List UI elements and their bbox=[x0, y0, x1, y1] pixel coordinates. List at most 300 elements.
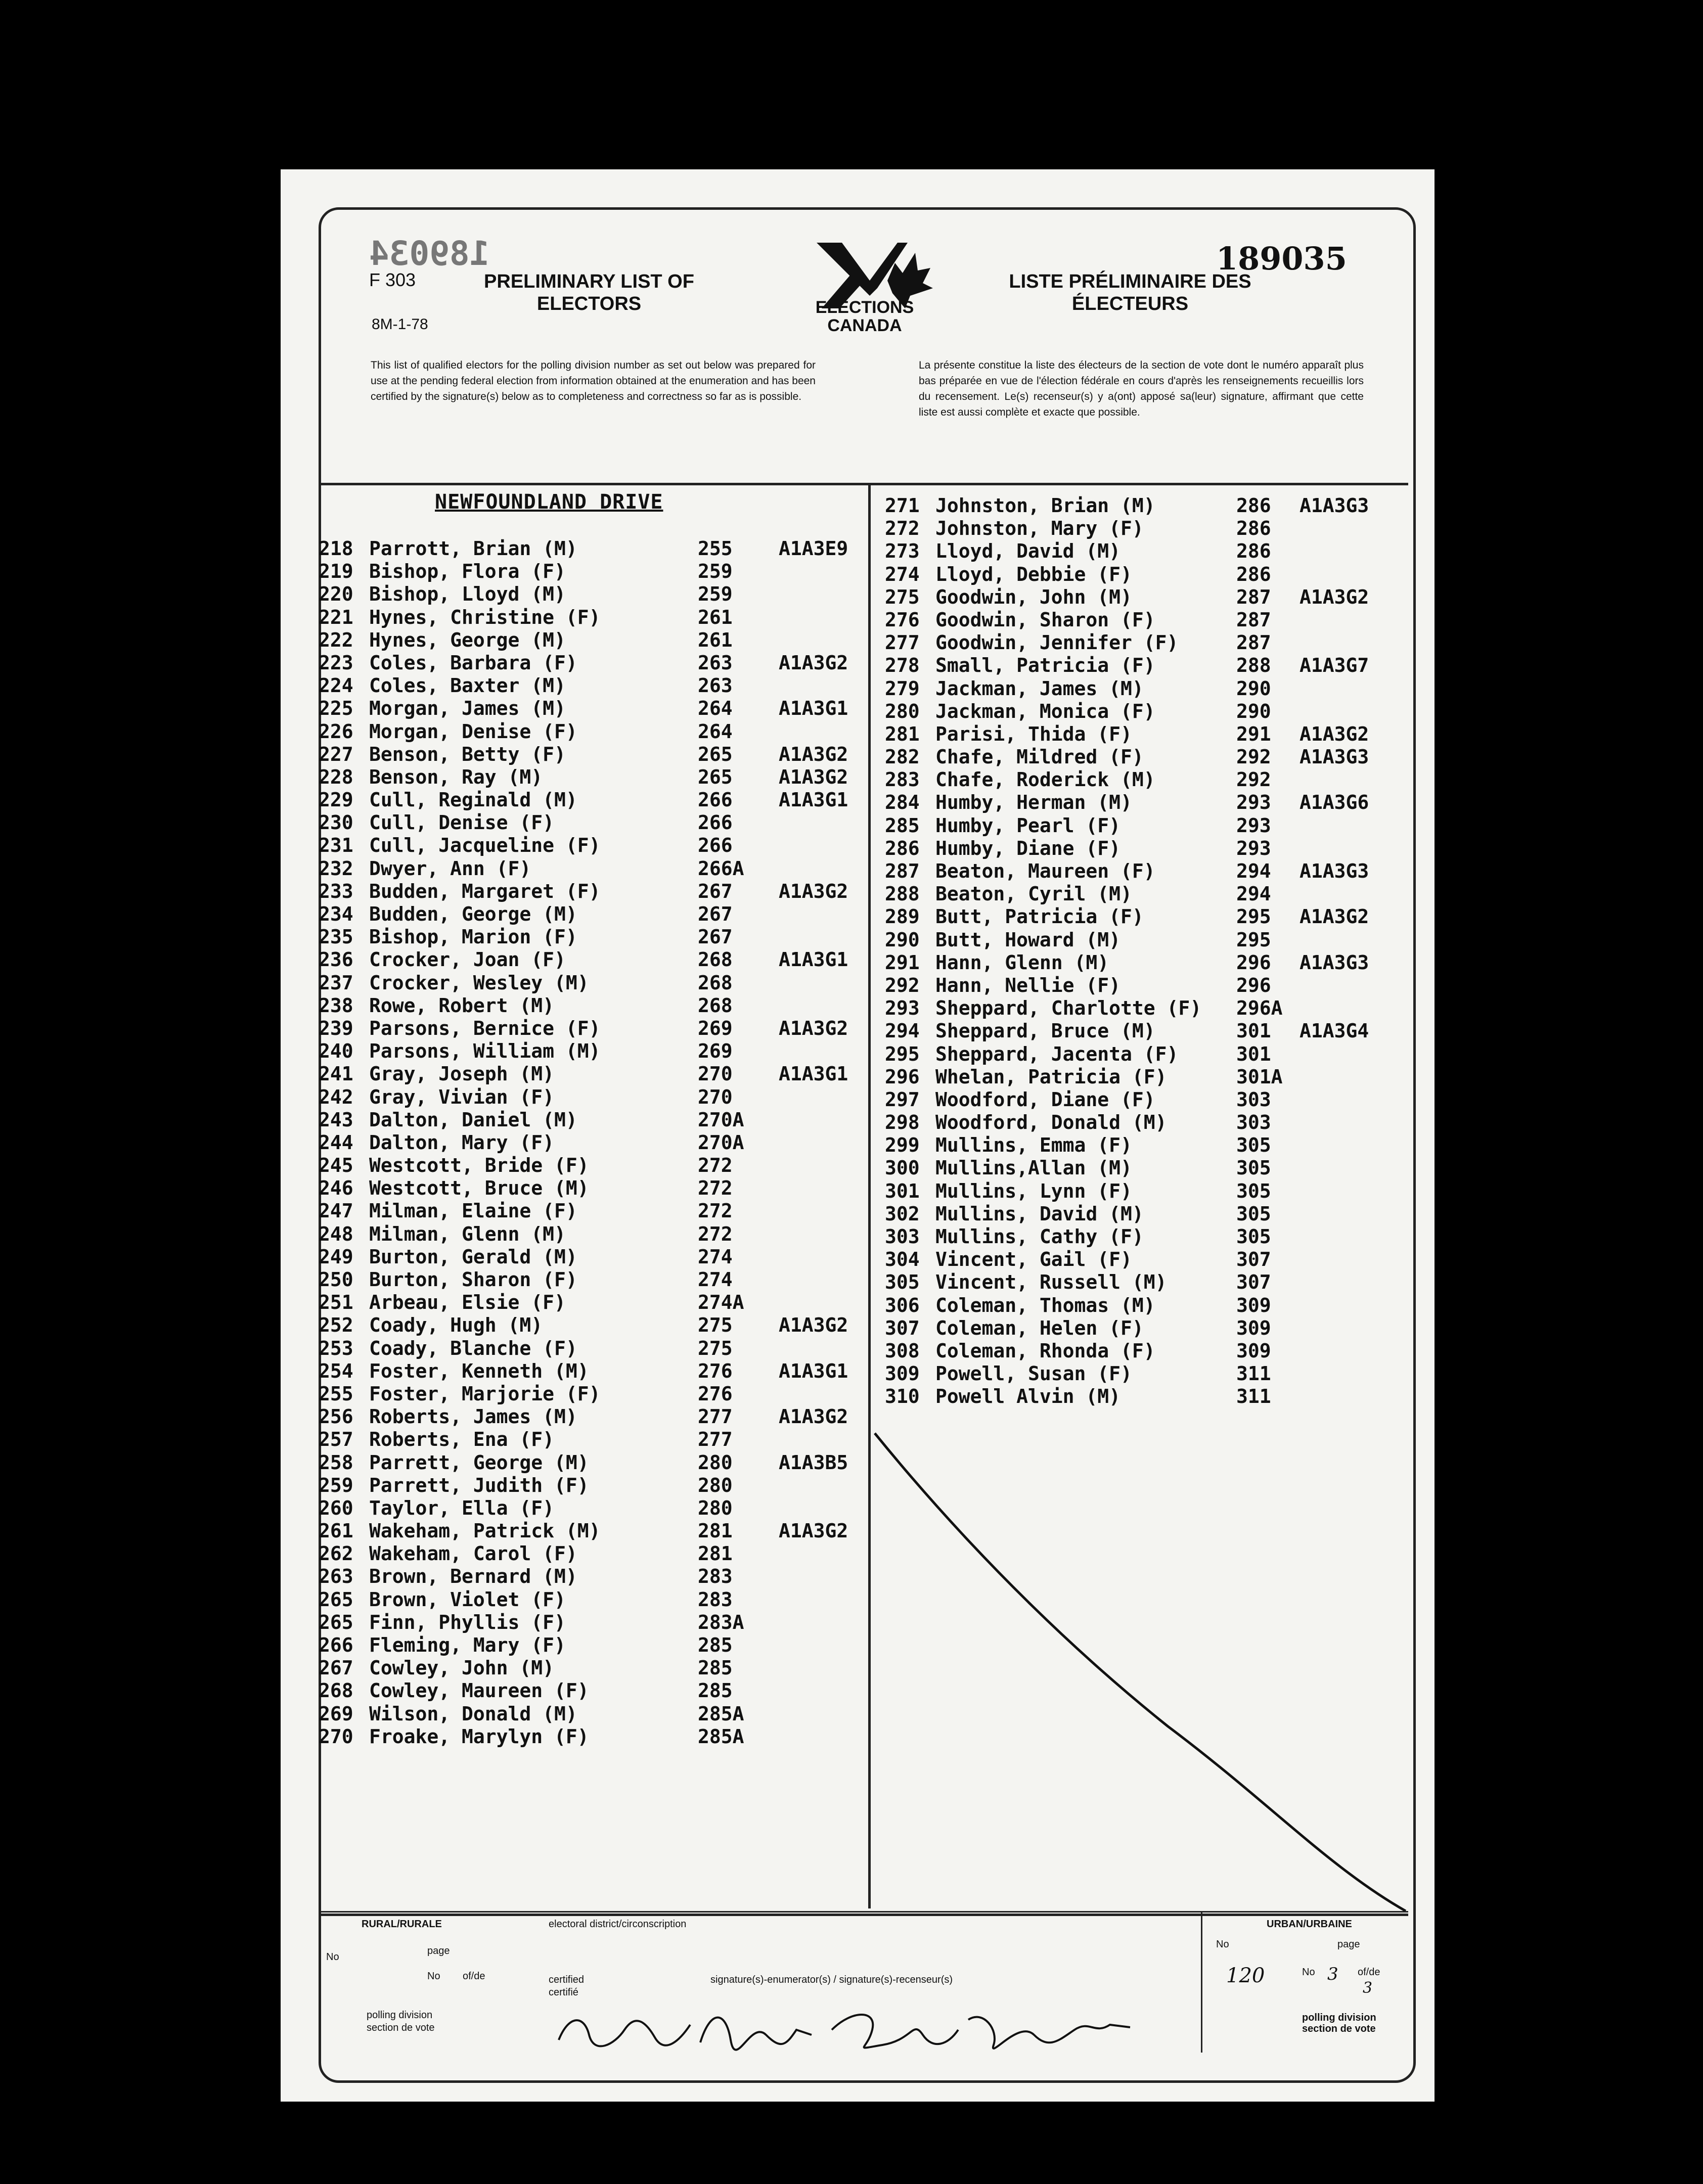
house-number: 301 bbox=[1236, 1020, 1271, 1042]
elector-row bbox=[885, 791, 1406, 814]
elector-number: 233 bbox=[319, 880, 353, 902]
elector-number: 227 bbox=[319, 743, 353, 765]
elector-number: 292 bbox=[885, 974, 920, 996]
elector-name: Morgan, Denise (F) bbox=[369, 720, 577, 743]
house-number: 280 bbox=[698, 1451, 733, 1474]
elector-name: Goodwin, Sharon (F) bbox=[935, 608, 1155, 631]
house-number: 276 bbox=[698, 1359, 733, 1382]
elector-number: 231 bbox=[319, 834, 353, 857]
elector-row bbox=[885, 723, 1406, 746]
elector-row bbox=[319, 1154, 865, 1177]
house-number: 268 bbox=[698, 948, 733, 971]
elector-number: 234 bbox=[319, 903, 353, 925]
elector-name: Johnston, Mary (F) bbox=[935, 517, 1144, 540]
elector-name: Milman, Glenn (M) bbox=[369, 1222, 566, 1245]
house-number: 283 bbox=[698, 1588, 733, 1611]
elector-row bbox=[885, 746, 1406, 768]
elector-number: 289 bbox=[885, 905, 920, 928]
house-number: 293 bbox=[1236, 791, 1271, 814]
elector-name: Beaton, Maureen (F) bbox=[935, 860, 1155, 882]
elector-name: Johnston, Brian (M) bbox=[935, 494, 1155, 517]
logo-text bbox=[801, 298, 928, 335]
elector-name: Coleman, Helen (F) bbox=[935, 1316, 1144, 1339]
elector-row bbox=[319, 811, 865, 834]
house-number: 280 bbox=[698, 1496, 733, 1519]
elector-row bbox=[885, 1134, 1406, 1157]
elector-number: 221 bbox=[319, 606, 353, 628]
elector-name: Cowley, Maureen (F) bbox=[369, 1679, 589, 1702]
rural-polling-label: polling division bbox=[367, 2010, 433, 2021]
elector-number: 301 bbox=[885, 1179, 920, 1202]
postal-code: A1A3G2 bbox=[779, 1017, 848, 1039]
house-number: 255 bbox=[698, 537, 733, 560]
elector-row bbox=[885, 905, 1406, 928]
elector-name: Crocker, Wesley (M) bbox=[369, 971, 589, 994]
elector-name: Taylor, Ella (F) bbox=[369, 1496, 555, 1519]
title-en-line2: ELECTORS bbox=[536, 293, 642, 314]
elector-row bbox=[319, 560, 865, 583]
house-number: 268 bbox=[698, 971, 733, 994]
elector-number: 279 bbox=[885, 677, 920, 700]
elector-name: Humby, Pearl (F) bbox=[935, 814, 1121, 837]
elector-row bbox=[319, 697, 865, 720]
intro-french: La présente constitue la liste des électeurs de la section de vote dont le numéro apparaît plus bas préparée en vue de l'élection fédérale en cours d'après les renseignements recueillis lors du recensement. Le(s) recenseur(s) y a(ont) apposé sa(leur) signature, affirmant que cette liste est aussi complète et exacte que possible. bbox=[919, 359, 1364, 418]
elector-number: 239 bbox=[319, 1017, 353, 1039]
elector-number: 282 bbox=[885, 746, 920, 768]
elector-row bbox=[319, 537, 865, 560]
house-number: 270 bbox=[698, 1085, 733, 1108]
elector-name: Humby, Diane (F) bbox=[935, 837, 1121, 859]
elector-name: Mullins, Lynn (F) bbox=[935, 1179, 1132, 1202]
elector-row bbox=[319, 1405, 865, 1428]
elector-number: 267 bbox=[319, 1657, 353, 1679]
house-number: 292 bbox=[1236, 768, 1271, 791]
elector-number: 290 bbox=[885, 928, 920, 951]
rural-no-label: No bbox=[326, 1951, 339, 1963]
elector-number: 225 bbox=[319, 697, 353, 720]
elector-row bbox=[319, 1703, 865, 1725]
house-number: 296A bbox=[1236, 997, 1283, 1020]
elector-row bbox=[319, 606, 865, 629]
elector-row bbox=[319, 1588, 865, 1611]
elector-number: 254 bbox=[319, 1359, 353, 1382]
house-number: 270A bbox=[698, 1131, 744, 1154]
elector-name: Coleman, Thomas (M) bbox=[935, 1294, 1155, 1316]
elector-row bbox=[319, 1063, 865, 1085]
elector-row bbox=[319, 1086, 865, 1109]
house-number: 295 bbox=[1236, 928, 1271, 951]
right-elector-column bbox=[885, 494, 1406, 1408]
elector-number: 281 bbox=[885, 722, 920, 745]
elector-row bbox=[319, 1611, 865, 1634]
elector-number: 310 bbox=[885, 1385, 920, 1408]
elector-name: Dwyer, Ann (F) bbox=[369, 857, 531, 880]
elector-name: Westcott, Bruce (M) bbox=[369, 1177, 589, 1200]
elector-number: 275 bbox=[885, 585, 920, 608]
house-number: 272 bbox=[698, 1222, 733, 1245]
elector-number: 272 bbox=[885, 517, 920, 540]
elector-name: Sheppard, Jacenta (F) bbox=[935, 1042, 1179, 1065]
postal-code: A1A3G3 bbox=[1299, 951, 1369, 974]
elector-number: 273 bbox=[885, 540, 920, 563]
elector-name: Parrett, George (M) bbox=[369, 1451, 589, 1474]
house-number: 270 bbox=[698, 1063, 733, 1085]
elector-row bbox=[319, 1040, 865, 1063]
elector-name: Finn, Phyllis (F) bbox=[369, 1611, 566, 1633]
street-name: NEWFOUNDLAND DRIVE bbox=[435, 490, 663, 514]
elector-row bbox=[885, 1088, 1406, 1111]
serial-ghost: 189034 bbox=[369, 234, 490, 273]
house-number: 269 bbox=[698, 1017, 733, 1039]
house-number: 277 bbox=[698, 1428, 733, 1451]
house-number: 293 bbox=[1236, 837, 1271, 859]
house-number: 287 bbox=[1236, 608, 1271, 631]
elector-number: 293 bbox=[885, 997, 920, 1020]
elector-name: Powell Alvin (M) bbox=[935, 1385, 1121, 1408]
elector-row bbox=[319, 1565, 865, 1588]
elector-name: Woodford, Donald (M) bbox=[935, 1111, 1167, 1134]
elector-name: Dalton, Daniel (M) bbox=[369, 1108, 577, 1131]
elector-row bbox=[319, 1314, 865, 1337]
elector-name: Arbeau, Elsie (F) bbox=[369, 1291, 566, 1314]
urban-no-sub: No bbox=[1302, 1967, 1315, 1978]
postal-code: A1A3G3 bbox=[1299, 746, 1369, 768]
elector-name: Milman, Elaine (F) bbox=[369, 1200, 577, 1222]
elector-number: 307 bbox=[885, 1316, 920, 1339]
house-number: 311 bbox=[1236, 1362, 1271, 1385]
elector-row bbox=[885, 1043, 1406, 1066]
title-fr-line2: ÉLECTEURS bbox=[1071, 293, 1189, 314]
elector-row bbox=[885, 609, 1406, 631]
elector-row bbox=[885, 677, 1406, 700]
elector-number: 230 bbox=[319, 811, 353, 834]
elector-name: Small, Patricia (F) bbox=[935, 654, 1155, 677]
elector-number: 265 bbox=[319, 1611, 353, 1633]
house-number: 267 bbox=[698, 926, 733, 948]
elector-number: 271 bbox=[885, 494, 920, 517]
elector-name: Brown, Bernard (M) bbox=[369, 1565, 577, 1588]
elector-name: Lloyd, Debbie (F) bbox=[935, 563, 1132, 585]
house-number: 274 bbox=[698, 1245, 733, 1268]
elector-row bbox=[319, 1725, 865, 1748]
house-number: 307 bbox=[1236, 1248, 1271, 1271]
postal-code: A1A3G2 bbox=[779, 880, 848, 902]
house-number: 301A bbox=[1236, 1065, 1283, 1088]
elector-name: Wakeham, Patrick (M) bbox=[369, 1520, 601, 1542]
elector-name: Chafe, Roderick (M) bbox=[935, 768, 1155, 791]
elector-number: 256 bbox=[319, 1405, 353, 1428]
page-number: 3 bbox=[1327, 1964, 1338, 1984]
elector-number: 235 bbox=[319, 926, 353, 948]
logo-line2: CANADA bbox=[827, 316, 902, 335]
elector-name: Chafe, Mildred (F) bbox=[935, 746, 1144, 768]
elector-name: Bishop, Flora (F) bbox=[369, 560, 566, 583]
postal-code: A1A3G1 bbox=[779, 789, 848, 811]
house-number: 296 bbox=[1236, 951, 1271, 974]
house-number: 286 bbox=[1236, 494, 1271, 517]
elector-number: 252 bbox=[319, 1314, 353, 1337]
signature-label: signature(s)-enumerator(s) / signature(s)-recenseur(s) bbox=[710, 1974, 953, 1985]
elector-number: 303 bbox=[885, 1225, 920, 1248]
elector-number: 294 bbox=[885, 1020, 920, 1042]
elector-name: Coleman, Rhonda (F) bbox=[935, 1339, 1155, 1362]
elector-name: Dalton, Mary (F) bbox=[369, 1131, 555, 1154]
elector-number: 263 bbox=[319, 1565, 353, 1588]
elector-name: Gray, Joseph (M) bbox=[369, 1063, 555, 1085]
elector-name: Westcott, Bride (F) bbox=[369, 1154, 589, 1177]
elector-number: 297 bbox=[885, 1088, 920, 1111]
elector-row bbox=[885, 860, 1406, 883]
elector-number: 248 bbox=[319, 1222, 353, 1245]
house-number: 272 bbox=[698, 1154, 733, 1177]
form-code: F 303 bbox=[369, 269, 416, 290]
rural-label: RURAL/RURALE bbox=[362, 1919, 442, 1930]
postal-code: A1A3B5 bbox=[779, 1451, 848, 1474]
urban-label: URBAN/URBAINE bbox=[1267, 1919, 1352, 1930]
elector-row bbox=[319, 972, 865, 994]
elector-name: Roberts, Ena (F) bbox=[369, 1428, 555, 1451]
title-french bbox=[989, 270, 1272, 315]
elector-number: 274 bbox=[885, 563, 920, 585]
polling-number: 120 bbox=[1226, 1964, 1265, 1987]
elector-name: Burton, Sharon (F) bbox=[369, 1268, 577, 1291]
postal-code: A1A3G2 bbox=[779, 1314, 848, 1337]
postal-code: A1A3G2 bbox=[1299, 905, 1369, 928]
elector-name: Cowley, John (M) bbox=[369, 1657, 555, 1679]
elector-row bbox=[319, 1428, 865, 1451]
elector-name: Froake, Marylyn (F) bbox=[369, 1725, 589, 1748]
elector-row bbox=[319, 1177, 865, 1200]
elector-row bbox=[885, 1362, 1406, 1385]
elector-row bbox=[319, 629, 865, 652]
elector-name: Budden, Margaret (F) bbox=[369, 880, 601, 902]
house-number: 272 bbox=[698, 1177, 733, 1200]
elector-row bbox=[319, 1634, 865, 1657]
elector-number: 285 bbox=[885, 814, 920, 837]
elector-number: 305 bbox=[885, 1271, 920, 1294]
elector-row bbox=[885, 1180, 1406, 1203]
elector-number: 286 bbox=[885, 837, 920, 859]
elector-row bbox=[885, 814, 1406, 837]
elector-row bbox=[885, 586, 1406, 609]
elector-number: 262 bbox=[319, 1542, 353, 1565]
elector-name: Gray, Vivian (F) bbox=[369, 1085, 555, 1108]
elector-number: 255 bbox=[319, 1382, 353, 1405]
postal-code: A1A3G2 bbox=[1299, 585, 1369, 608]
elector-number: 266 bbox=[319, 1634, 353, 1656]
urban-ofde-label: of/de bbox=[1358, 1967, 1380, 1978]
elector-number: 276 bbox=[885, 608, 920, 631]
postal-code: A1A3G6 bbox=[1299, 791, 1369, 814]
house-number: 266 bbox=[698, 834, 733, 857]
elector-number: 259 bbox=[319, 1474, 353, 1496]
elector-name: Roberts, James (M) bbox=[369, 1405, 577, 1428]
elector-number: 278 bbox=[885, 654, 920, 677]
elector-row bbox=[319, 1268, 865, 1291]
intro-english: This list of qualified electors for the polling division number as set out below was prepared for use at the pending federal election from information obtained at the enumeration and has been certified by the signature(s) below as to completeness and correctness so far as is possible. bbox=[371, 359, 816, 402]
rural-of-label: of/de bbox=[463, 1971, 485, 1982]
elector-row bbox=[885, 494, 1406, 517]
elector-number: 302 bbox=[885, 1202, 920, 1225]
elector-number: 247 bbox=[319, 1200, 353, 1222]
elector-name: Morgan, James (M) bbox=[369, 697, 566, 720]
elector-number: 268 bbox=[319, 1679, 353, 1702]
elector-number: 309 bbox=[885, 1362, 920, 1385]
elector-row bbox=[319, 1246, 865, 1268]
postal-code: A1A3G2 bbox=[779, 1405, 848, 1428]
house-number: 269 bbox=[698, 1040, 733, 1063]
elector-row bbox=[885, 563, 1406, 586]
house-number: 305 bbox=[1236, 1179, 1271, 1202]
house-number: 277 bbox=[698, 1405, 733, 1428]
elector-number: 257 bbox=[319, 1428, 353, 1451]
elector-name: Crocker, Joan (F) bbox=[369, 948, 566, 971]
elector-name: Beaton, Cyril (M) bbox=[935, 883, 1132, 905]
urban-polling-label: polling division bbox=[1302, 2012, 1376, 2023]
elector-row bbox=[319, 1451, 865, 1474]
elector-name: Mullins, Cathy (F) bbox=[935, 1225, 1144, 1248]
elector-row bbox=[885, 1340, 1406, 1362]
house-number: 259 bbox=[698, 560, 733, 583]
house-number: 290 bbox=[1236, 700, 1271, 722]
elector-row bbox=[319, 1542, 865, 1565]
house-number: 305 bbox=[1236, 1157, 1271, 1179]
elector-row bbox=[319, 652, 865, 674]
postal-code: A1A3G7 bbox=[1299, 654, 1369, 677]
elector-row bbox=[319, 1337, 865, 1360]
elector-name: Cull, Jacqueline (F) bbox=[369, 834, 601, 857]
elector-name: Coady, Hugh (M) bbox=[369, 1314, 543, 1337]
elector-number: 277 bbox=[885, 631, 920, 654]
elector-number: 246 bbox=[319, 1177, 353, 1200]
elector-row bbox=[319, 880, 865, 903]
elector-number: 223 bbox=[319, 651, 353, 674]
house-number: 311 bbox=[1236, 1385, 1271, 1408]
elector-row bbox=[885, 1111, 1406, 1134]
elector-name: Wilson, Donald (M) bbox=[369, 1702, 577, 1725]
elector-row bbox=[319, 1223, 865, 1246]
rural-page-label: page bbox=[427, 1945, 450, 1956]
elector-row bbox=[319, 926, 865, 948]
serial-number: 189035 bbox=[1216, 240, 1347, 277]
elector-row bbox=[885, 1066, 1406, 1088]
elector-number: 251 bbox=[319, 1291, 353, 1314]
elector-name: Budden, George (M) bbox=[369, 903, 577, 925]
elector-name: Powell, Susan (F) bbox=[935, 1362, 1132, 1385]
elector-row bbox=[885, 517, 1406, 540]
house-number: 274A bbox=[698, 1291, 744, 1314]
house-number: 286 bbox=[1236, 563, 1271, 585]
elector-row bbox=[885, 654, 1406, 677]
postal-code: A1A3G2 bbox=[779, 743, 848, 765]
elector-name: Wakeham, Carol (F) bbox=[369, 1542, 577, 1565]
house-number: 266A bbox=[698, 857, 744, 880]
elector-row bbox=[885, 768, 1406, 791]
house-number: 305 bbox=[1236, 1225, 1271, 1248]
house-number: 296 bbox=[1236, 974, 1271, 996]
elector-name: Mullins, David (M) bbox=[935, 1202, 1144, 1225]
elector-name: Woodford, Diane (F) bbox=[935, 1088, 1155, 1111]
house-number: 261 bbox=[698, 606, 733, 628]
elector-number: 306 bbox=[885, 1294, 920, 1316]
elector-row bbox=[319, 1520, 865, 1542]
postal-code: A1A3G3 bbox=[1299, 494, 1369, 517]
elector-row bbox=[319, 1131, 865, 1154]
house-number: 294 bbox=[1236, 860, 1271, 882]
house-number: 265 bbox=[698, 765, 733, 788]
elector-number: 243 bbox=[319, 1108, 353, 1131]
elector-number: 236 bbox=[319, 948, 353, 971]
house-number: 266 bbox=[698, 789, 733, 811]
elector-number: 261 bbox=[319, 1520, 353, 1542]
elector-row bbox=[319, 834, 865, 857]
elector-row bbox=[885, 929, 1406, 951]
elector-number: 288 bbox=[885, 883, 920, 905]
house-number: 274 bbox=[698, 1268, 733, 1291]
elector-name: Parrott, Brian (M) bbox=[369, 537, 577, 560]
house-number: 283A bbox=[698, 1611, 744, 1633]
elector-number: 284 bbox=[885, 791, 920, 814]
urban-no-label: No bbox=[1216, 1939, 1229, 1950]
house-number: 270A bbox=[698, 1108, 744, 1131]
elector-name: Benson, Betty (F) bbox=[369, 743, 566, 765]
elector-name: Coles, Barbara (F) bbox=[369, 651, 577, 674]
house-number: 268 bbox=[698, 994, 733, 1017]
document-page bbox=[281, 169, 1435, 2102]
house-number: 285A bbox=[698, 1702, 744, 1725]
elector-number: 249 bbox=[319, 1245, 353, 1268]
postal-code: A1A3G2 bbox=[779, 651, 848, 674]
elector-row bbox=[885, 1203, 1406, 1225]
elector-row bbox=[319, 948, 865, 971]
house-number: 305 bbox=[1236, 1134, 1271, 1157]
form-date: 8M-1-78 bbox=[372, 316, 428, 333]
elector-name: Cull, Denise (F) bbox=[369, 811, 555, 834]
cancel-line bbox=[865, 1413, 1411, 1919]
house-number: 281 bbox=[698, 1542, 733, 1565]
postal-code: A1A3G3 bbox=[1299, 860, 1369, 882]
postal-code: A1A3G1 bbox=[779, 1359, 848, 1382]
footer-section bbox=[321, 1911, 1408, 2063]
elector-row bbox=[885, 631, 1406, 654]
house-number: 290 bbox=[1236, 677, 1271, 700]
elector-number: 226 bbox=[319, 720, 353, 743]
elector-row bbox=[885, 883, 1406, 905]
postal-code: A1A3G1 bbox=[779, 697, 848, 720]
elector-number: 269 bbox=[319, 1702, 353, 1725]
elector-name: Jackman, James (M) bbox=[935, 677, 1144, 700]
certifie-label: certifié bbox=[549, 1987, 578, 1998]
postal-code: A1A3G1 bbox=[779, 1063, 848, 1085]
house-number: 285 bbox=[698, 1634, 733, 1656]
house-number: 286 bbox=[1236, 540, 1271, 563]
elector-row bbox=[319, 857, 865, 880]
elector-name: Parsons, William (M) bbox=[369, 1040, 601, 1063]
left-elector-column bbox=[319, 537, 865, 1748]
house-number: 259 bbox=[698, 583, 733, 606]
elector-row bbox=[885, 1248, 1406, 1271]
postal-code: A1A3G2 bbox=[1299, 722, 1369, 745]
elector-number: 258 bbox=[319, 1451, 353, 1474]
elector-name: Foster, Marjorie (F) bbox=[369, 1382, 601, 1405]
elector-number: 222 bbox=[319, 628, 353, 651]
elector-number: 308 bbox=[885, 1339, 920, 1362]
elector-number: 244 bbox=[319, 1131, 353, 1154]
elector-number: 220 bbox=[319, 583, 353, 606]
elector-number: 291 bbox=[885, 951, 920, 974]
elector-name: Whelan, Patricia (F) bbox=[935, 1065, 1167, 1088]
elector-row bbox=[319, 1679, 865, 1702]
